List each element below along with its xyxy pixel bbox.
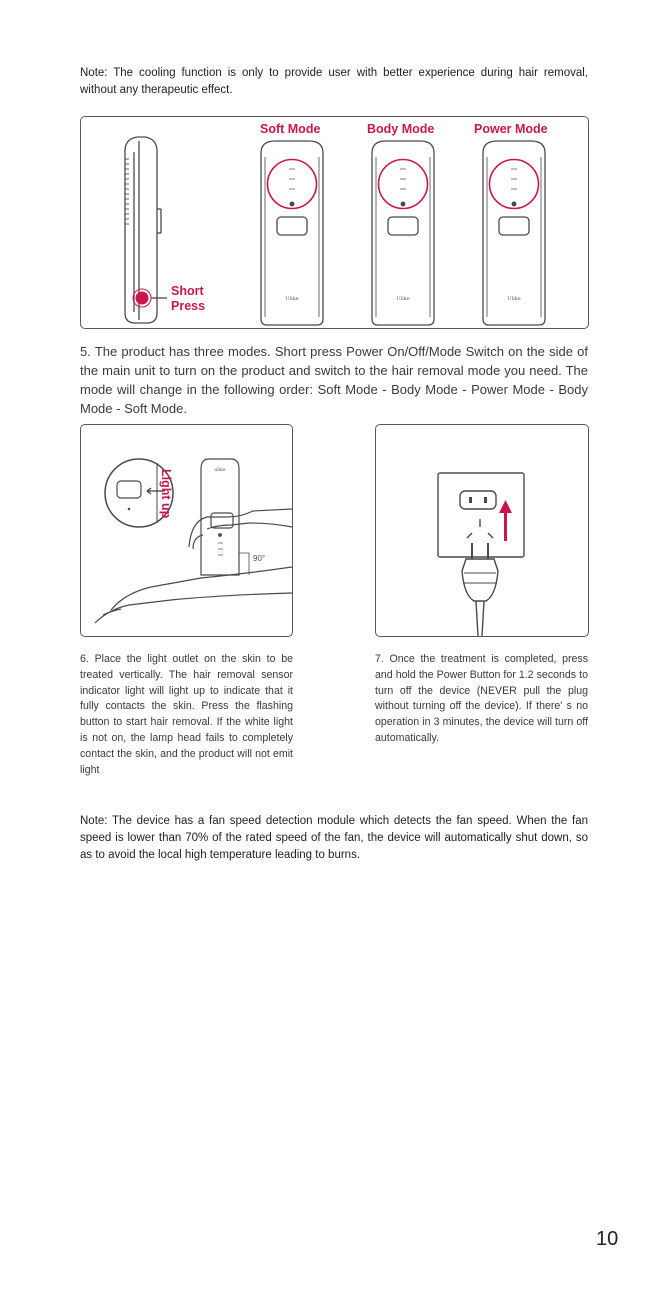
mode-label-soft: Soft Mode: [260, 122, 321, 136]
mode-label-body: Body Mode: [367, 122, 435, 136]
power-button-icon: [133, 289, 167, 307]
unplug-illustration: [376, 425, 588, 636]
unplug-figure: [375, 424, 589, 637]
device-brand-text: Ulike: [396, 296, 410, 302]
short-press-label: Short Press: [171, 284, 206, 313]
modes-figure: [80, 116, 589, 329]
plug-body: [462, 559, 498, 601]
device-brand-text: ulike: [214, 468, 226, 473]
plug-socket: [460, 491, 496, 509]
fan-note: Note: The device has a fan speed detection module which detects the fan speed. When the fan speed is lower than 70% of the rated speed of the fan, the device will automatically shut down, so as to avoid the local high temperature leading to burns.: [80, 815, 588, 861]
page-number: 10: [596, 1228, 619, 1250]
mode-label-power: Power Mode: [474, 122, 548, 136]
step-5-text: 5. The product has three modes. Short press Power On/Off/Mode Switch on the side of the main unit to turn on the product and switch to the hair removal mode you need. The mode will change in the following order: Soft Mode - Body Mode - Power Mode - Body Mode - Soft Mode.: [80, 344, 588, 416]
pull-arrow-icon: [499, 500, 512, 541]
step-7-text: 7. Once the treatment is completed, press and hold the Power Button for 1.2 seconds to turn off the device (NEVER pull the plug without turning off the device). If there' s no operation in 3 minutes, the device will turn off automatically.: [375, 653, 588, 744]
wall-outlet: [438, 473, 524, 557]
device-brand-text: Ulike: [507, 296, 521, 302]
device-front-soft: [261, 141, 323, 325]
hand-outline: [189, 509, 292, 547]
light-up-label: Light up: [159, 469, 173, 519]
modes-illustration: [81, 117, 588, 328]
cooling-note: Note: The cooling function is only to provide user with better experience during hair removal, without any therapeutic effect.: [80, 67, 588, 96]
step-6-text: 6. Place the light outlet on the skin to be treated vertically. The hair removal sensor indicator light will light up to indicate that it fully contacts the skin. Press the flashing button to start hair removal. If the white light is not on, the lamp head fails to completely contact the skin, and the product will not emit light: [80, 653, 293, 776]
skin-contact-illustration: [81, 425, 292, 636]
skin-contact-figure: [80, 424, 293, 637]
angle-label: 90°: [253, 554, 266, 563]
device-front-power: [483, 141, 545, 325]
device-front-body: [372, 141, 434, 325]
device-brand-text: Ulike: [285, 296, 299, 302]
